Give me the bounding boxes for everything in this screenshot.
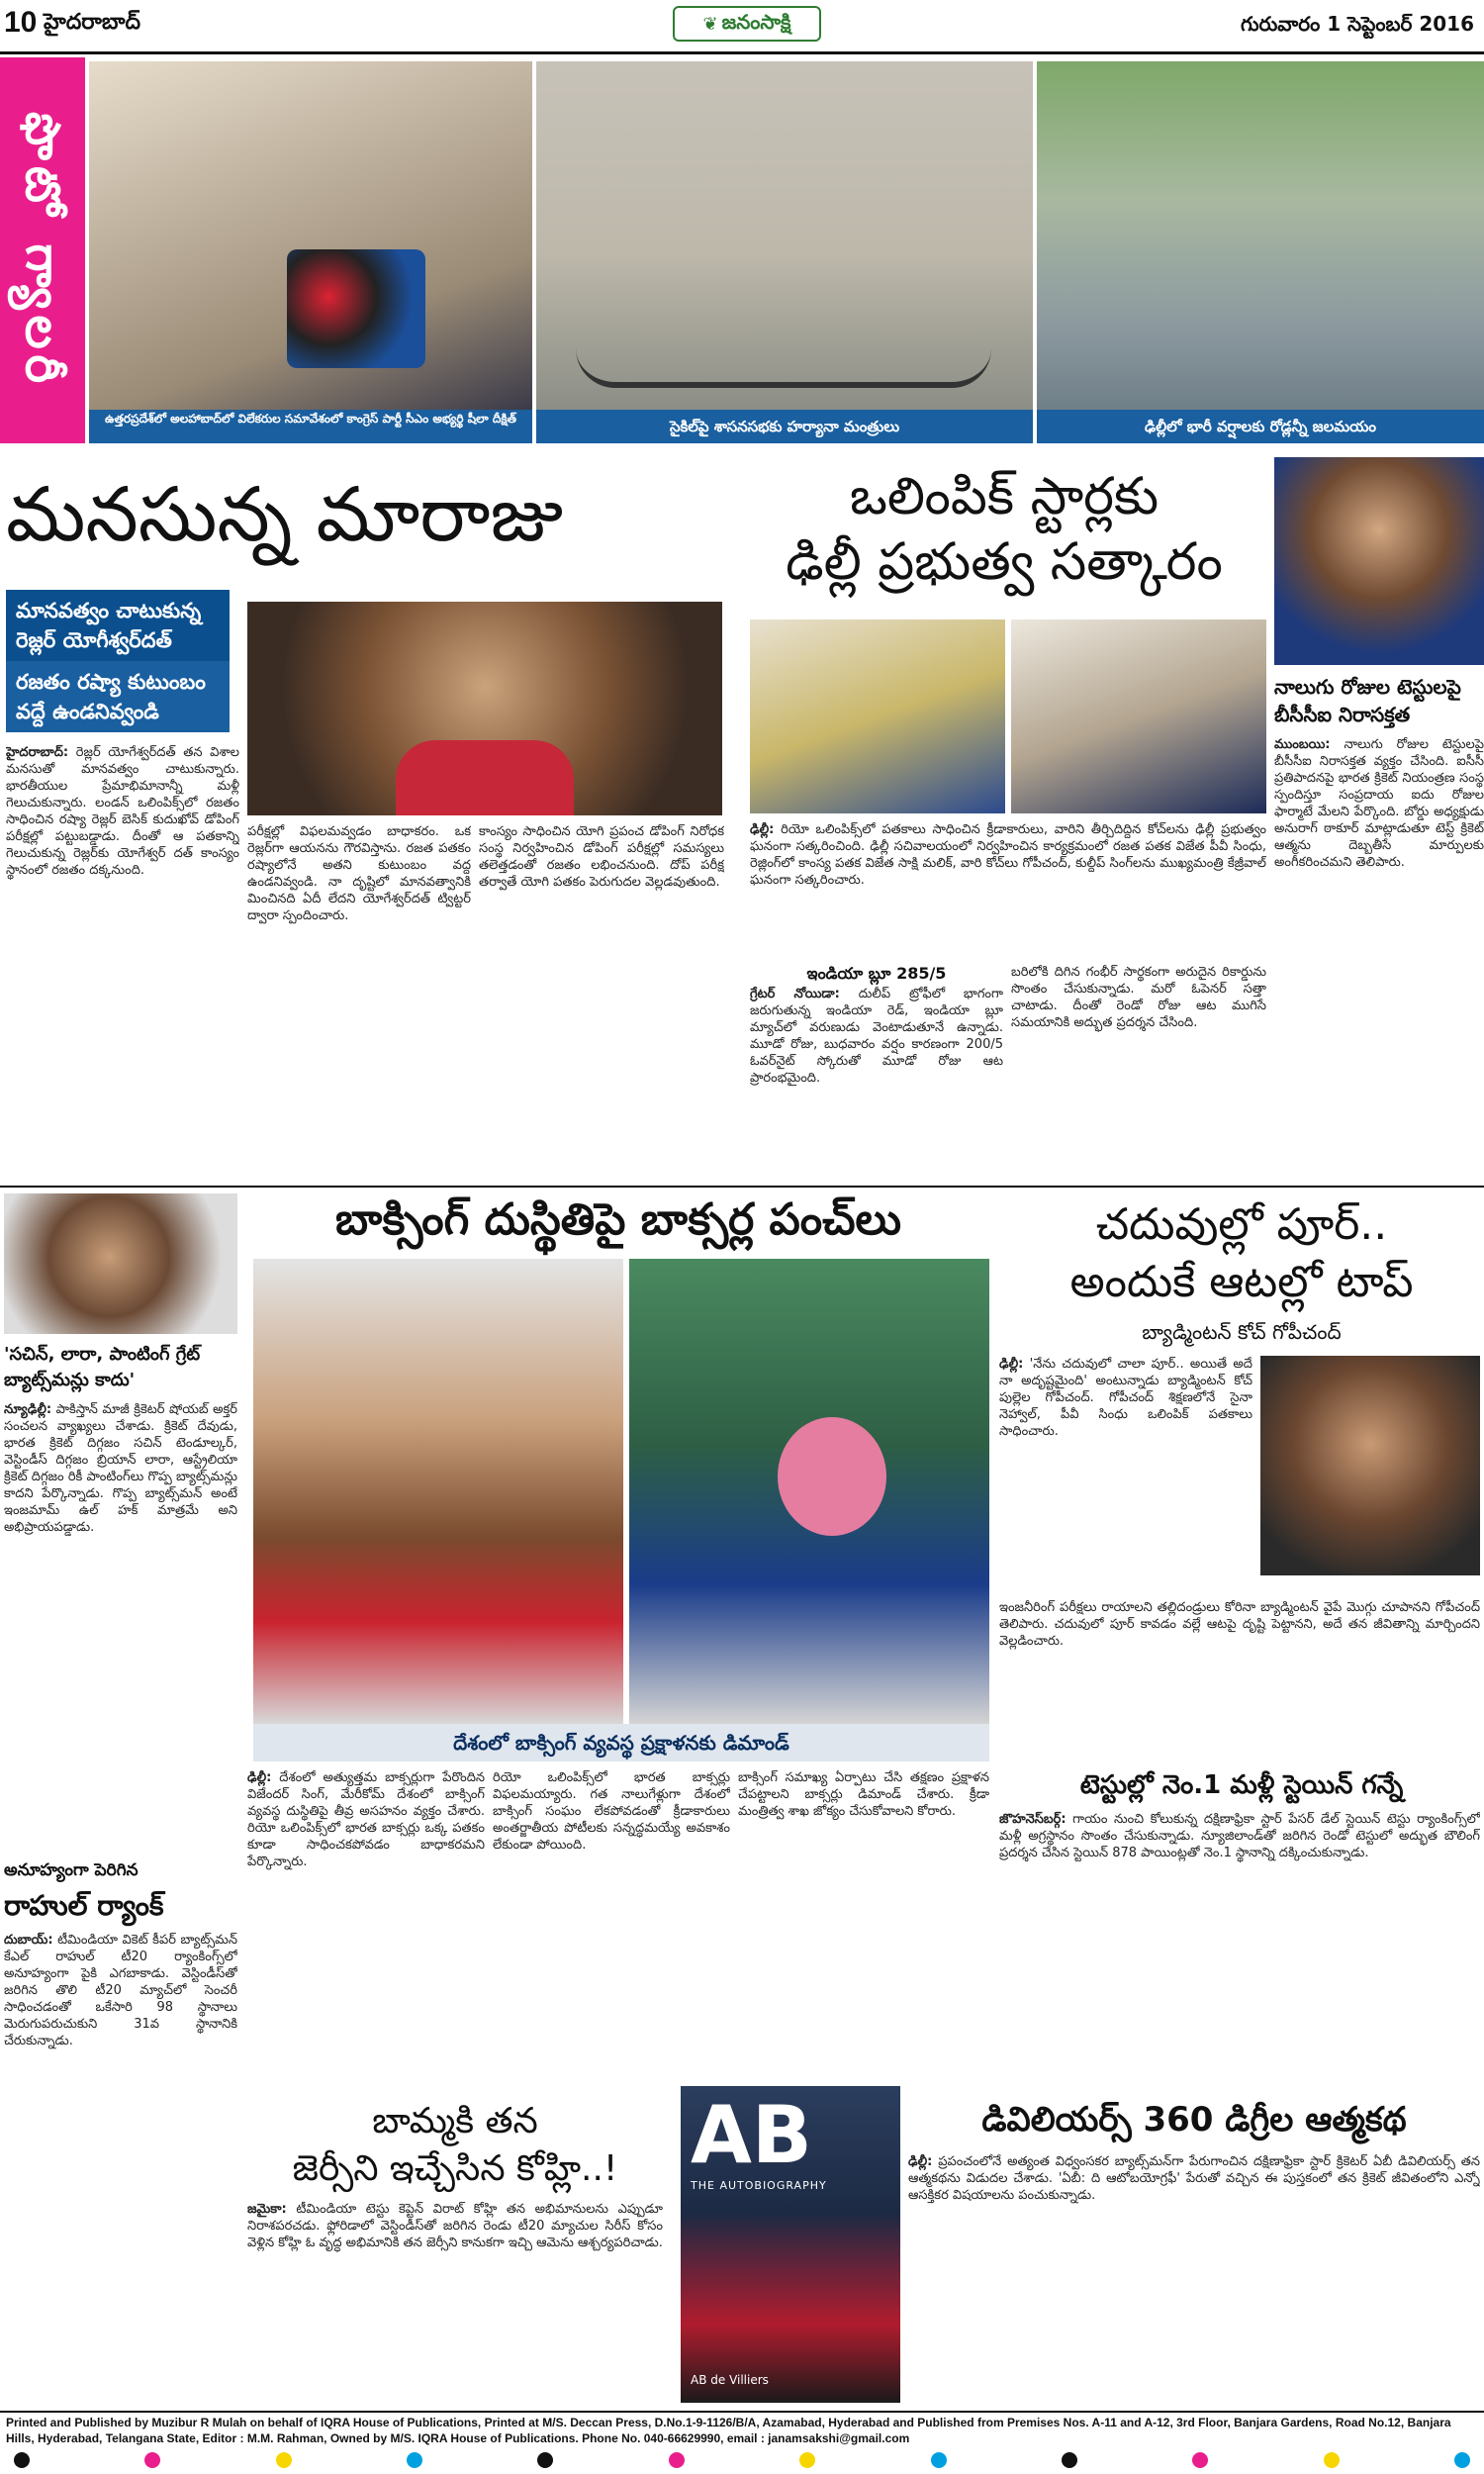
sidebar-rahul-body: టీమిండియా వికెట్ కీపర్ బ్యాట్స్‌మన్ కేఎల్ రాహుల్ టీ20 ర్యాంకింగ్స్‌లో అనూహ్యంగా పైకి ఎగబాకాడు. వెస్టిండీస్‌తో జరిగిన తొలి టీ20 మ్యాచ్‌లో సెంచరీ సాధించడంతో ఒకేసారి 98 స్థానాలు మెరుగుపరుచుకుని 31వ స్థానానికి చేరుకున్నాడు. <box>4 1933 237 2048</box>
gallery-caption-2: సైకిల్‌పై శాసనసభకు హర్యానా మంత్రులు <box>536 410 1033 443</box>
gallery-photo-press-meet <box>89 61 532 410</box>
kohli-text <box>247 2201 663 2399</box>
story1-dateline: హైదరాబాద్: <box>6 745 69 760</box>
boxing-headline: బాక్సింగ్ దుస్థితిపై బాక్సర్ల పంచ్‌లు <box>335 1194 901 1245</box>
sidebar-bcci-dateline: ముంబయి: <box>1274 737 1331 752</box>
story1-headline: మనసున్న మారాజు <box>6 470 564 558</box>
page-header <box>0 0 1484 63</box>
boxing-photo-vijender <box>253 1259 623 1724</box>
sidebar-akhtar-text <box>4 1401 237 1734</box>
gallery-photo-cycles <box>536 61 1033 410</box>
boxing-photo-marykom <box>629 1259 989 1724</box>
devilliers-body: ప్రపంచంలోనే అత్యంత విధ్వంసకర బ్యాట్స్‌మన్‌గా పేరుగాంచిన దక్షిణాఫ్రికా స్టార్ క్రికెటర్ ఏబీ డివిలియర్స్ తన ఆత్మకథను విడుదల చేశాడు. 'ఏబీ: ది ఆటోబయోగ్రఫీ' పేరుతో వచ్చిన ఈ పుస్తకంలో తన క్రికెట్ జీవితంలోని ఎన్నో ఆసక్తికర విషయాలను పంచుకున్నాడు. <box>908 2154 1480 2203</box>
boxing-text-col3: బాక్సింగ్ సమాఖ్య ఏర్పాటు చేసి తక్షణం ప్రక్షాళన చేపట్టాలని బాక్సర్లు డిమాండ్ చేశారు. క్రీడా మంత్రిత్వ శాఖ జోక్యం చేసుకోవాలని కోరారు. <box>738 1770 989 1819</box>
gopichand-text-col1 <box>999 1356 1252 1593</box>
story2-score-headline: ఇండియా బ్లూ 285/5 <box>806 964 947 983</box>
story2-headline-1: ఒలింపిక్ స్టార్లకు <box>849 467 1159 526</box>
story1-text-col2: పరీక్షల్లో విఫలమవ్వడం బాధాకరం. ఒక రెజ్లర్‌గా ఆయనను గౌరవిస్తాను. రజత పతకం రష్యాలోనే అతని కుటుంబం వద్ద ఉండనివ్వండి. నా దృష్టిలో మానవత్వానికి మించినది ఏదీ లేదని యోగేశ్వర్‌దత్ ట్విట్టర్ ద్వారా స్పందించారు. <box>247 824 471 923</box>
reg-dot <box>537 2452 553 2468</box>
devilliers-dateline: ఢిల్లీ: <box>908 2154 933 2169</box>
sidebar-rahul-dateline: దుబాయ్: <box>4 1933 53 1948</box>
gopichand-headline-2: అందుకే ఆటల్లో టాప్ <box>1069 1257 1414 1307</box>
boxing-body-1: దేశంలో అత్యుత్తమ బాక్సర్లుగా పేరొందిన విజేందర్ సింగ్, మేరీకోమ్ దేశంలో బాక్సింగ్ వ్యవస్థ దుస్థితిపై తీవ్ర అసహనం వ్యక్తం చేశారు. రియో ఒలింపిక్స్‌లో భారత బాక్సర్లు ఒక్క పతకం కూడా సాధించకపోవడం బాధాకరమని పేర్కొన్నారు. <box>247 1770 485 1869</box>
story2-headline-2: ఢిల్లీ ప్రభుత్వ సత్కారం <box>786 532 1223 592</box>
page-date: గురువారం 1 సెప్టెంబర్ 2016 <box>1240 12 1474 36</box>
reg-dot <box>799 2452 815 2468</box>
sidebar-akhtar-body: పాకిస్తాన్ మాజీ క్రికెటర్ షోయబ్ అక్తర్ సంచలన వ్యాఖ్యలు చేశాడు. క్రికెట్ దేవుడు, భారత క్రికెట్ దిగ్గజం సచిన్ టెండూల్కర్, వెస్టిండీస్ దిగ్గజం బ్రియాన్ లారా, ఆస్ట్రేలియా క్రికెట్ దిగ్గజం రికీ పాంటింగ్‌లు గొప్ప బ్యాట్స్‌మన్లు కాదని పేర్కొన్నాడు. గొప్ప బ్యాట్స్‌మన్ అంటే ఇంజమామ్ ఉల్ హక్ మాత్రమే అని అభిప్రాయపడ్డాడు. <box>4 1402 237 1535</box>
kohli-headline-1: బామ్మకి తన <box>372 2101 538 2141</box>
gallery-photo-flood <box>1037 61 1484 410</box>
sidebar-bcci-photo <box>1274 457 1484 665</box>
gopichand-subhead: బ్యాడ్మింటన్ కోచ్ గోపీచంద్ <box>1142 1320 1342 1344</box>
gallery-label <box>0 57 85 443</box>
story2-dateline: ఢిల్లీ: <box>750 822 775 837</box>
footer-rule <box>0 2411 1484 2413</box>
story2-score-dateline: గ్రేటర్ నోయిడా: <box>750 987 840 1001</box>
reg-dot <box>1062 2452 1077 2468</box>
sidebar-rahul-headline: రాహుల్ ర్యాంక్ <box>4 1889 164 1922</box>
gallery-caption-1: ఉత్తరప్రదేశ్‌లో అలహాబాద్‌లో విలేకరుల సమావేశంలో కాంగ్రెస్ పార్టీ సీఎం అభ్యర్థి షీలా దీక్షిత్ <box>89 410 532 443</box>
book-author: AB de Villiers <box>691 2373 769 2387</box>
kohli-body: టీమిండియా టెస్టు కెప్టెన్ విరాట్ కోహ్లి తన అభిమానులను ఎప్పుడూ నిరాశపరచడు. ఫ్లోరిడాలో వెస్టిండీస్‌తో జరిగిన రెండు టీ20 మ్యాచుల సిరీస్ కోసం వెళ్లిన కోహ్లి ఓ వృద్ధ అభిమానికి తన జెర్సీని కానుకగా ఇచ్చి ఆమెను ఆశ్చర్యపరిచాడు. <box>247 2202 663 2250</box>
reg-dot <box>931 2452 947 2468</box>
sidebar-rahul-headline-small: అనూహ్యంగా పెరిగిన <box>4 1860 139 1880</box>
gallery-caption-3: ఢిల్లీలో భారీ వర్షాలకు రోడ్లన్నీ జలమయం <box>1037 410 1484 443</box>
header-rule <box>0 51 1484 54</box>
reg-dot <box>1454 2452 1470 2468</box>
boxing-photo-caption: దేశంలో బాక్సింగ్ వ్యవస్థ ప్రక్షాళనకు డిమాండ్ <box>253 1724 989 1761</box>
gallery-label-text: ఫొటో గ్యాలరీ <box>15 111 70 390</box>
story1-photo-yogeshwar <box>247 602 722 815</box>
steyn-headline: టెస్టుల్లో నెం.1 మళ్లీ స్టెయిన్ గన్నే <box>1079 1770 1404 1800</box>
book-title: AB <box>691 2089 812 2181</box>
devilliers-headline: డివిలియర్స్ 360 డిగ్రీల ఆత్మకథ <box>981 2100 1407 2140</box>
reg-dot <box>144 2452 160 2468</box>
book-subtitle: THE AUTOBIOGRAPHY <box>691 2179 827 2192</box>
masthead-leaf-icon: ❦ <box>702 13 718 35</box>
gopichand-photo <box>1260 1356 1480 1575</box>
boxing-text-col2: రియో ఒలింపిక్స్‌లో భారత బాక్సర్లు విఫలమయ్యారు. గత నాలుగేళ్లుగా దేశంలో బాక్సింగ్ సంఘం లేకపోవడంతో క్రీడాకారులు అంతర్జాతీయ పోటీలకు సన్నద్ధమయ్యే అవకాశం లేకుండా పోయింది. <box>493 1770 730 1853</box>
steyn-body: గాయం నుంచి కోలుకున్న దక్షిణాఫ్రికా స్టార్ పేసర్ డేల్ స్టెయిన్ టెస్టు ర్యాంకింగ్స్‌లో మళ్లీ అగ్రస్థానం సొంతం చేసుకున్నాడు. న్యూజిలాండ్‌తో జరిగిన రెండో టెస్టులో అద్భుత బౌలింగ్ ప్రదర్శన చేసిన స్టెయిన్ 878 పాయింట్లతో నెం.1 స్థానాన్ని దక్కించుకున్నాడు. <box>999 1812 1480 1860</box>
story2-photo-sindhu <box>750 619 1005 813</box>
boxing-text-col1 <box>247 1769 485 2096</box>
boxing-glove-icon <box>778 1417 886 1536</box>
story2-text-col2: బరిలోకి దిగిన గంభీర్ సార్థకంగా అరుదైన రికార్డును సొంతం చేసుకున్నాడు. మరో ఓపెనర్ సత్తా చాటాడు. దీంతో రెండో రోజు ఆట ముగిసే సమయానికి అద్భుత ప్రదర్శన చేసింది. <box>1011 965 1266 1030</box>
sidebar-bcci-text <box>1274 736 1484 1182</box>
sidebar-bcci-headline: నాలుగు రోజుల టెస్టులపై బీసీసీఐ నిరాసక్తత <box>1274 675 1461 726</box>
sidebar-rahul-text <box>4 1932 237 2248</box>
footer-imprint: Printed and Published by Muzibur R Mulah on behalf of IQRA House of Publications, Printed at M/S. Deccan Press, D.No.1-9-1126/B/A, Azamabad, Hyderabad and Published from Premises Nos. A-11 and A-12, 3rd Floor, Banjara Gardens, Road No.12, Banjara Hills, Hyderabad, Telangana State, Editor : M.M. Rahman, Owned by M/S. IQRA House of Publications. Phone No. 040-66629990, email : janamsakshi@gmail.com <box>6 2416 1451 2445</box>
sidebar-bcci-body: నాలుగు రోజుల టెస్టులపై బీసీసీఐ నిరాసక్తత వ్యక్తం చేసింది. ఐసీసీ ప్రతిపాదనపై భారత క్రికెట్ నియంత్రణ సంస్థ స్పందిస్తూ సంప్రదాయ ఐదు రోజుల ఫార్మాటే మేలని పేర్కొంది. బోర్డు అధ్యక్షుడు అనురాగ్ ఠాకూర్ మాట్లాడుతూ టెస్ట్ క్రికెట్ ఆత్మను దెబ్బతీసే మార్పులకు అంగీకరించమని తెలిపారు. <box>1274 737 1484 870</box>
devilliers-text <box>908 2153 1480 2407</box>
story2-score-text <box>750 986 1003 1180</box>
page-city: హైదరాబాద్ <box>44 10 140 35</box>
kohli-headline-2: జెర్సీని ఇచ్చేసిన కోహ్లి..! <box>292 2148 618 2189</box>
story2-photo-sakshi <box>1011 619 1266 813</box>
story1-body-1: రెజ్లర్ యోగేశ్వర్‌దత్ తన విశాల మనసుతో మానవత్వం చాటుకున్నారు. భారతీయుల ప్రేమాభిమానాన్నీ మళ్లీ గెలుచుకున్నారు. లండన్ ఒలింపిక్స్‌లో రజతం సాధించిన రష్యా రెజ్లర్ బెసిక్ కుదుఖోవ్ డోపింగ్ పరీక్షల్లో పట్టుబడ్డాడు. దీంతో ఆ పతకాన్ని గెలుచుకున్న రెజ్లర్‌కు యోగేశ్వర్ దత్ కాంస్యం స్థానంలో రజతం దక్కనుంది. <box>6 745 239 878</box>
reg-dot <box>1324 2452 1340 2468</box>
sidebar-akhtar-dateline: న్యూఢిల్లీ: <box>4 1402 52 1417</box>
masthead-text: జనంసాక్షి <box>721 9 791 34</box>
page-number: 10 <box>4 6 38 39</box>
reg-dot <box>14 2452 30 2468</box>
wrestler-jersey <box>396 740 574 815</box>
reg-dot <box>669 2452 685 2468</box>
reg-dot <box>407 2452 422 2468</box>
steyn-dateline: జొహనెస్‌బర్గ్: <box>999 1812 1067 1827</box>
bicycle-icon <box>576 279 991 388</box>
devilliers-book-cover <box>681 2086 900 2403</box>
reg-dot <box>1192 2452 1208 2468</box>
registration-marks <box>10 2452 1474 2470</box>
story2-score-body: దులీప్ ట్రోఫీలో భాగంగా జరుగుతున్న ఇండియా రెడ్, ఇండియా బ్లూ మ్యాచ్‌లో వరుణుడు వెంటాడుతూనే ఉన్నాడు. మూడో రోజు, బుధవారం వర్షం కారణంగా 200/5 ఓవర్‌నైట్ స్కోరుతో మూడో రోజు ఆట ప్రారంభమైంది. <box>750 987 1003 1086</box>
gopichand-text-col2: ఇంజనీరింగ్ పరీక్షలు రాయాలని తల్లిదండ్రులు కోరినా బ్యాడ్మింటన్ వైపే మొగ్గు చూపానని గోపీచంద్ తెలిపారు. చదువులో పూర్ కావడం వల్లే ఆటపై దృష్టి పెట్టానని, అదే తన జీవితాన్ని మార్చిందని వెల్లడించారు. <box>999 1600 1480 1649</box>
gopichand-body-1: 'నేను చదువులో చాలా పూర్.. అయితే అదే నా అదృష్టమైంది' అంటున్నాడు బ్యాడ్మింటన్ కోచ్ పుల్లెల గోపీచంద్. గోపీచంద్ శిక్షణలోనే సైనా నెహ్వాల్, పీవీ సింధు ఒలింపిక్ పతకాలు సాధించారు. <box>999 1357 1252 1439</box>
story2-body-1: రియో ఒలింపిక్స్‌లో పతకాలు సాధించిన క్రీడాకారులు, వారిని తీర్చిదిద్దిన కోచ్‌లను ఢిల్లీ ప్రభుత్వం ఘనంగా సత్కరించింది. ఢిల్లీ సచివాలయంలో నిర్వహించిన కార్యక్రమంలో రజత పతక విజేత పీవీ సింధు, రెజ్లింగ్‌లో కాంస్య పతక విజేత సాక్షి మలిక్, వారి కోచ్‌లు గోపీచంద్, కుల్దీప్ సింగ్‌లను ముఖ్యమంత్రి కేజ్రీవాల్ ఘనంగా సత్కరించారు. <box>750 822 1266 888</box>
sidebar-akhtar-photo <box>4 1193 237 1334</box>
masthead-logo <box>673 6 821 42</box>
story1-subhead-2: రజతం రష్యా కుటుంబం వద్దే ఉండనివ్వండి <box>6 661 230 732</box>
story2-text-main <box>750 821 1266 960</box>
sidebar-akhtar-headline: 'సచిన్, లారా, పాంటింగ్ గ్రేట్ బ్యాట్స్‌మన్లు కాదు' <box>4 1344 201 1390</box>
gopichand-headline-1: చదువుల్లో పూర్.. <box>1095 1199 1388 1250</box>
steyn-text <box>999 1811 1480 2078</box>
microphone-icon <box>287 249 425 368</box>
photo-gallery <box>0 57 1484 445</box>
boxing-dateline: ఢిల్లీ: <box>247 1770 272 1785</box>
story1-subhead-1: మానవత్వం చాటుకున్న రెజ్లర్ యోగీశ్వర్‌దత్ <box>6 590 230 661</box>
reg-dot <box>276 2452 292 2468</box>
gopichand-dateline: ఢిల్లీ: <box>999 1357 1024 1372</box>
story1-text-col3: కాంస్యం సాధించిన యోగి ప్రపంచ డోపింగ్ నిరోధక సంస్థ నిర్వహించిన డోపింగ్ పరీక్షల్లో సమస్యలు తలెత్తడంతో రజతం లభించనుంది. దోప్ పరీక్ష తర్వాతే యోగి పతకం పెరుగుదల వెల్లడవుతుంది. <box>479 824 724 890</box>
kohli-dateline: జమైకా: <box>247 2202 287 2217</box>
